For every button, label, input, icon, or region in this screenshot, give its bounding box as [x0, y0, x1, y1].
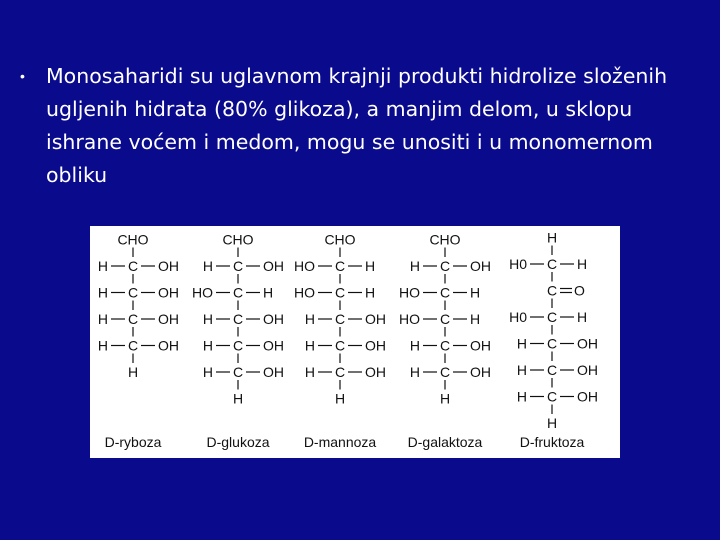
left-substituent: H	[304, 337, 315, 354]
carbon-atom: C	[232, 284, 244, 301]
right-substituent: OH	[158, 337, 179, 354]
left-substituent: HO	[294, 258, 315, 274]
right-substituent: H	[577, 256, 588, 272]
carbon-atom: C	[439, 337, 451, 354]
structure-name: D-ryboza	[104, 434, 162, 450]
right-substituent: OH	[365, 337, 386, 354]
right-substituent: OH	[365, 364, 386, 380]
left-substituent: H	[97, 337, 108, 354]
left-substituent: H	[516, 335, 527, 352]
right-substituent: OH	[263, 364, 284, 380]
carbon-atom: C	[439, 364, 451, 380]
carbon-atom: C	[127, 284, 139, 301]
right-substituent: H	[470, 284, 481, 301]
carbon-atom: C	[334, 364, 346, 380]
structure-name: D-galaktoza	[407, 434, 483, 450]
right-substituent: OH	[263, 311, 284, 327]
top-group-label: CHO	[429, 231, 461, 248]
right-substituent: OH	[470, 258, 491, 274]
carbon-atom: C	[334, 337, 346, 354]
right-substituent: OH	[470, 364, 491, 380]
right-substituent: H	[365, 284, 376, 301]
left-substituent: H	[202, 311, 213, 327]
carbon-atom: C	[232, 311, 244, 327]
carbon-atom: C	[127, 311, 139, 327]
right-substituent: OH	[158, 284, 179, 301]
right-substituent: H	[365, 258, 376, 274]
carbon-atom: C	[546, 282, 558, 299]
left-substituent: H	[409, 364, 420, 380]
right-substituent: OH	[365, 311, 386, 327]
carbon-atom: C	[334, 311, 346, 327]
left-substituent: H	[304, 364, 315, 380]
left-substituent: HO	[192, 284, 213, 301]
carbon-atom: C	[334, 258, 346, 274]
right-substituent: OH	[577, 362, 598, 378]
carbon-atom: C	[232, 364, 244, 380]
bullet-text: Monosaharidi su uglavnom krajnji produkti hidrolize složenih ugljenih hidrata (80% glikoza), a manjim delom, u sklopu ishrane voćem i medom, mogu se unositi i u monomernom obliku	[46, 64, 668, 187]
bottom-group-label: H	[232, 390, 244, 407]
right-substituent: OH	[470, 337, 491, 354]
carbon-atom: C	[546, 335, 558, 352]
left-substituent: H	[97, 258, 108, 274]
left-substituent: H	[409, 337, 420, 354]
right-substituent: H	[263, 284, 274, 301]
left-substituent: H	[516, 362, 527, 378]
right-substituent: H	[577, 309, 588, 325]
structure-name: D-glukoza	[206, 434, 270, 450]
right-substituent: OH	[577, 388, 598, 405]
carbon-atom: C	[232, 258, 244, 274]
bottom-group-label: H	[546, 415, 558, 431]
carbon-atom: C	[546, 256, 558, 272]
carbon-atom: C	[127, 258, 139, 274]
structure-name: D-fruktoza	[519, 434, 585, 450]
right-substituent: OH	[158, 311, 179, 327]
carbon-atom: C	[439, 258, 451, 274]
carbon-atom: C	[546, 388, 558, 405]
right-substituent: OH	[263, 258, 284, 274]
left-substituent: HO	[399, 311, 420, 327]
left-substituent: H	[202, 337, 213, 354]
carbon-atom: C	[546, 309, 558, 325]
left-substituent: H	[97, 311, 108, 327]
top-group-label: H	[546, 229, 558, 246]
top-group-label: CHO	[222, 231, 254, 248]
carbon-atom: C	[439, 311, 451, 327]
right-substituent: H	[470, 311, 481, 327]
top-group-label: CHO	[324, 231, 356, 248]
left-substituent: H	[97, 284, 108, 301]
right-substituent: OH	[263, 337, 284, 354]
left-substituent: H	[202, 364, 213, 380]
carbon-atom: C	[334, 284, 346, 301]
fischer-projections-figure	[90, 226, 620, 458]
left-substituent: H0	[509, 309, 527, 325]
right-substituent: O	[574, 282, 585, 299]
fischer-projections-svg	[90, 226, 620, 458]
left-substituent: H0	[509, 256, 527, 272]
carbon-atom: C	[232, 337, 244, 354]
left-substituent: H	[202, 258, 213, 274]
bullet-marker: •	[20, 68, 25, 84]
left-substituent: HO	[399, 284, 420, 301]
left-substituent: H	[304, 311, 315, 327]
top-group-label: CHO	[117, 231, 149, 248]
right-substituent: OH	[158, 258, 179, 274]
carbon-atom: C	[127, 337, 139, 354]
carbon-atom: C	[546, 362, 558, 378]
right-substituent: OH	[577, 335, 598, 352]
left-substituent: HO	[294, 284, 315, 301]
bottom-group-label: H	[439, 390, 451, 407]
left-substituent: H	[409, 258, 420, 274]
bottom-group-label: H	[334, 390, 346, 407]
carbon-atom: C	[439, 284, 451, 301]
structure-name: D-mannoza	[303, 434, 377, 450]
left-substituent: H	[516, 388, 527, 405]
bottom-group-label: H	[127, 364, 139, 380]
